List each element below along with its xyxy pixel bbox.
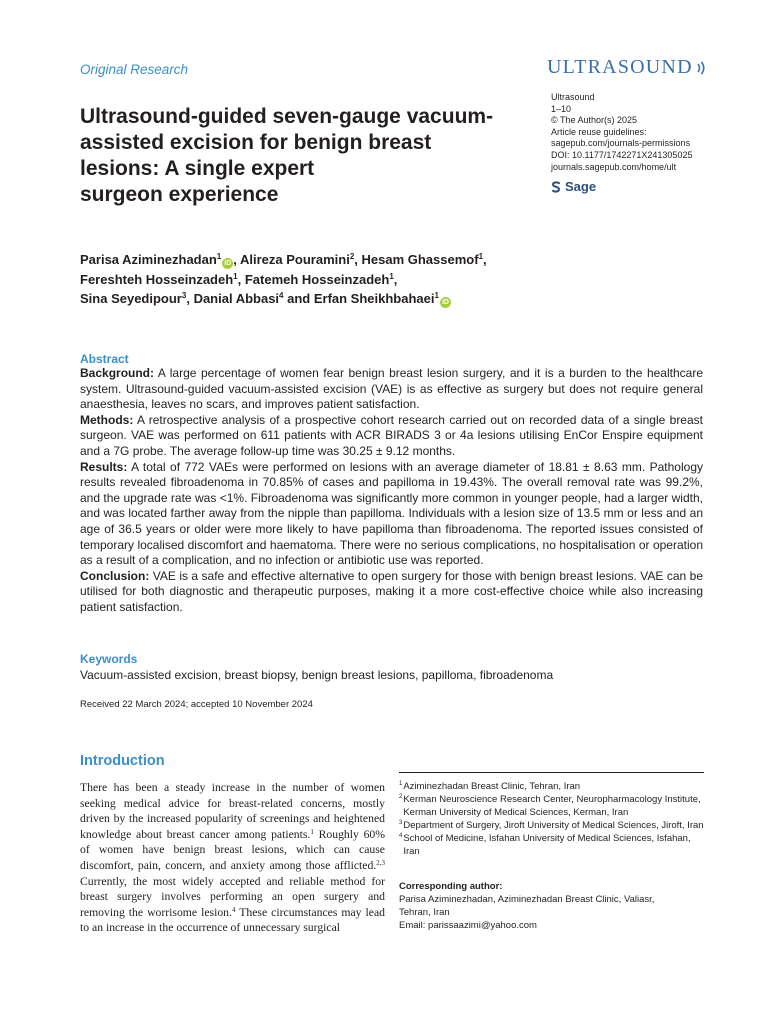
intro-text: Roughly 60% of women have benign breast lesions, which can cause discomfort, pain, concern, and anxiety among those afflicted. — [80, 827, 385, 872]
abstract-label: Methods: — [80, 412, 134, 427]
affiliation-item — [399, 793, 704, 819]
affiliation-number: 3 — [399, 820, 403, 826]
meta-pages: 1–10 — [551, 103, 572, 114]
keywords-heading: Keywords — [80, 652, 138, 666]
author-name: Parisa Aziminezhadan — [80, 252, 217, 267]
title-line: Ultrasound-guided seven-gauge vacuum- — [80, 105, 494, 128]
author-sep: , — [354, 252, 362, 267]
author-name: Hesam Ghassemof — [361, 252, 479, 267]
publisher-logo — [551, 181, 692, 193]
author-line — [80, 270, 640, 290]
affiliation-text: Aziminezhadan Breast Clinic, Tehran, Iran — [403, 781, 581, 792]
corresponding-author — [399, 880, 704, 932]
author-affil: 4 — [279, 291, 284, 300]
author-name: Erfan Sheikhbahaei — [313, 291, 435, 306]
meta-reuse-label: Article reuse guidelines: — [551, 126, 647, 137]
author-line — [80, 289, 640, 309]
received-dates: Received 22 March 2024; accepted 10 November 2024 — [80, 699, 313, 710]
affiliations — [399, 780, 704, 858]
author-name: Fereshteh Hosseinzadeh — [80, 271, 234, 287]
author-list — [80, 250, 640, 309]
intro-text: Currently, the most widely accepted and reliable method for breast surgery involves performing an open surgery and removing the worrisome lesion. — [80, 874, 385, 919]
author-affil: 1 — [389, 271, 394, 281]
corresponding-email[interactable]: Email: parissaazimi@yahoo.com — [399, 920, 537, 931]
citation-ref[interactable]: 1 — [310, 827, 314, 836]
abstract-label: Results: — [80, 459, 128, 474]
author-sep: , — [393, 271, 398, 287]
corresponding-line: Parisa Aziminezhadan, Aziminezhadan Breast Clinic, Valiasr, — [399, 894, 655, 905]
abstract-background — [80, 366, 703, 413]
author-sep: , — [237, 271, 245, 287]
abstract-text: A total of 772 VAEs were performed on lesions with an average diameter of 18.81 ± 8.63 mm. Pathology results revealed fibroadenoma in 70.85% of cases and papilloma in 19.43%. The overall removal rate was 99.2%, and the upgrade rate was <1%. Fibroadenoma was significantly more common in younger people, had a larger width, and was located farther away from the nipple than papilloma. Individuals with a lesion size of 13.5 mm or less and an age of 36.5 years or older were more likely to have papilloma than fibroadenoma. The reported issues consisted of temporary localised discomfort and haematoma. There were no serious complications, no hospitalisation or operation as a result of a complication, and no infection or antibiotic use was reported. — [80, 459, 703, 568]
abstract-text: A retrospective analysis of a prospective cohort research carried out on recorded data of a single breast surgeon. VAE was performed on 611 patients with ACR BIRADS 3 or 4a lesions utilising EnCor Enspire equipment and a 7G probe. The average follow-up time was 30.25 ± 9.12 months. — [80, 412, 703, 458]
corresponding-title: Corresponding author: — [399, 881, 503, 892]
author-sep: , — [233, 252, 240, 267]
meta-journal: Ultrasound — [551, 92, 595, 102]
article-title — [80, 104, 520, 208]
journal-name: ULTRASOUND — [547, 56, 693, 78]
abstract-body — [80, 366, 703, 616]
author-affil: 1 — [478, 252, 484, 261]
author-affil: 1 — [216, 252, 222, 261]
author-line — [80, 250, 640, 270]
abstract-label: Background: — [80, 366, 155, 380]
author-name: Sina Seyedipour — [80, 291, 182, 306]
author-affil: 3 — [181, 291, 187, 300]
orcid-icon[interactable]: iD — [441, 299, 449, 306]
orcid-icon[interactable]: iD — [224, 260, 232, 267]
author-sep: and — [283, 291, 314, 306]
author-name: Danial Abbasi — [193, 291, 280, 306]
title-line: assisted excision for benign breast — [80, 131, 432, 154]
author-sep: , — [186, 291, 194, 306]
author-affil: 1 — [434, 291, 439, 300]
abstract-text: A large percentage of women fear benign breast lesion surgery, and it is a burden to the healthcare system. Ultrasound-guided vacuum-assisted excision (VAE) is as effective as surgery but does not require general anaesthesia, leaves no scars, and improves patient satisfaction. — [80, 366, 703, 412]
sage-logo-icon — [551, 181, 561, 193]
affiliation-text: Department of Surgery, Jiroft University of Medical Sciences, Jiroft, Iran — [403, 820, 704, 831]
affiliation-divider — [399, 772, 704, 773]
sound-wave-icon — [696, 60, 708, 76]
abstract-text: VAE is a safe and effective alternative to open surgery for those with benign breast lesions. VAE can be utilised for both diagnostic and therapeutic purposes, making it a more cost-effective choice while also increasing patient satisfaction. — [80, 568, 703, 614]
title-line: lesions: A single expert — [80, 157, 315, 180]
publisher-name: Sage — [565, 179, 597, 195]
abstract-heading: Abstract — [80, 352, 129, 366]
citation-ref[interactable]: 2,3 — [376, 858, 385, 867]
section-label: Original Research — [80, 62, 189, 77]
author-sep: , — [483, 252, 487, 267]
affiliation-item — [399, 832, 704, 858]
affiliation-text: Kerman Neuroscience Research Center, Neuropharmacology Institute, Kerman University of Medical Sciences, Kerman, Iran — [403, 794, 701, 818]
introduction-paragraph — [80, 780, 385, 936]
abstract-methods — [80, 413, 703, 460]
author-affil: 1 — [233, 271, 238, 281]
article-meta — [551, 92, 692, 193]
abstract-results — [80, 460, 703, 569]
introduction-heading: Introduction — [80, 753, 165, 769]
keywords-list: Vacuum-assisted excision, breast biopsy, benign breast lesions, papilloma, fibroadenoma — [80, 668, 554, 682]
intro-text: These circumstances may lead to an increase in the occurrence of unnecessary surgical — [80, 905, 385, 935]
affiliation-number: 1 — [399, 781, 403, 787]
author-name: Fatemeh Hosseinzadeh — [244, 271, 390, 287]
corresponding-line: Tehran, Iran — [399, 907, 450, 918]
meta-journal-link[interactable]: journals.sagepub.com/home/ult — [551, 161, 677, 172]
affiliation-item — [399, 780, 704, 793]
author-affil: 2 — [349, 252, 355, 261]
intro-text: There has been a steady increase in the number of women seeking medical advice for breast-related concerns, mostly driven by the increased popularity of screenings and heightened knowledge about breast cancer among patients. — [80, 781, 385, 841]
affiliation-number: 2 — [399, 794, 403, 800]
abstract-conclusion — [80, 569, 703, 616]
affiliation-text: School of Medicine, Isfahan University of Medical Sciences, Isfahan, Iran — [403, 833, 691, 857]
meta-doi[interactable]: DOI: 10.1177/1742271X241305025 — [551, 149, 693, 160]
abstract-label: Conclusion: — [80, 568, 150, 583]
affiliation-number: 4 — [399, 833, 403, 839]
meta-reuse-link[interactable]: sagepub.com/journals-permissions — [551, 138, 691, 149]
affiliation-item — [399, 819, 704, 832]
citation-ref[interactable]: 4 — [231, 905, 236, 914]
author-name: Alireza Pouramini — [240, 252, 350, 267]
meta-copyright: © The Author(s) 2025 — [551, 115, 638, 126]
title-line: surgeon experience — [80, 183, 279, 206]
journal-logo — [547, 56, 708, 79]
